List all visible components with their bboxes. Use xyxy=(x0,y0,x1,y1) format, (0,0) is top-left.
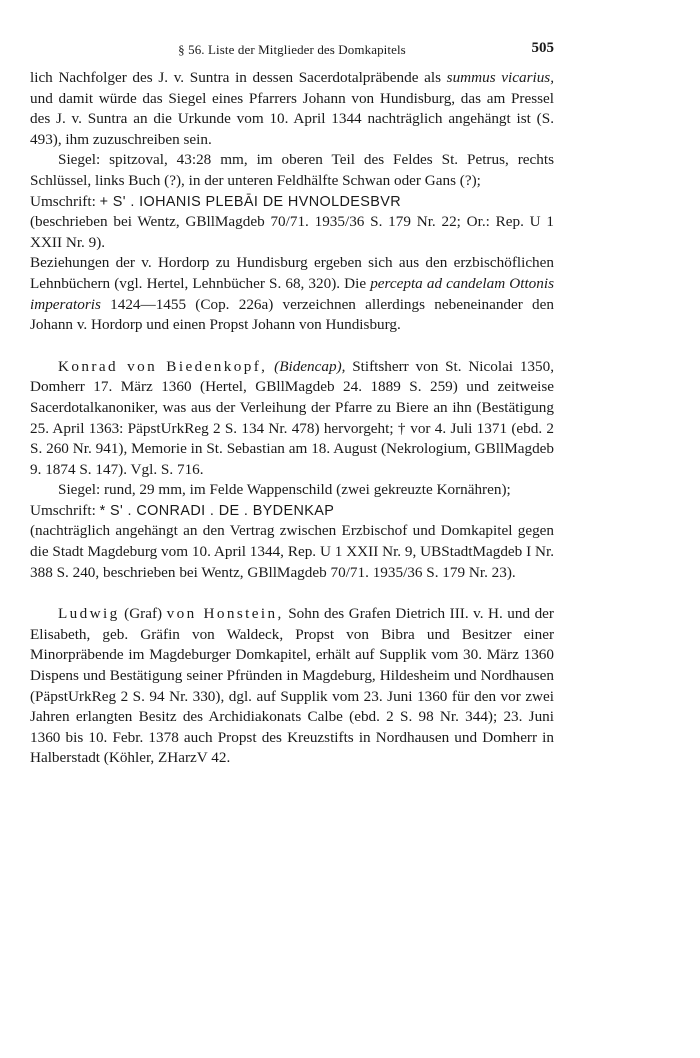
document-page xyxy=(30,40,554,769)
italic-source-title: percepta ad candelam Ottonis imperatoris xyxy=(30,274,554,313)
seal-inscription: + S' . IOHANIS PLEBĀI DE HVNOLDESBVR xyxy=(99,193,402,210)
entry1-paragraph-1: lich Nachfolger des J. v. Suntra in dessen Sacerdotalpräbende als summus vicarius, und damit würde das Siegel eines Pfarrers Johann von Hundisburg, das am Pressel des J. v. Suntra an die Urkunde vom 10. April 1344 nachträglich angehängt ist (S. 493), ihm zuzuschreiben sein. xyxy=(30,69,555,148)
entry1-seal-reference: (beschrieben bei Wentz, GBllMagdeb 70/71. 1935/36 S. 179 Nr. 22; Or.: Rep. U 1 XXII Nr. 9). xyxy=(30,213,554,251)
entry2-seal-description: Siegel: rund, 29 mm, im Felde Wappenschild (zwei gekreuzte Kornähren); xyxy=(58,481,511,499)
entry2-paragraph-1: Konrad von Biedenkopf, (Bidencap), Stiftsherr von St. Nicolai 1350, Domherr 17. März 1360 (Hertel, GBllMagdeb 24. 1889 S. 259) und zeitweise Sacerdotalkanoniker, was aus der Verleihung der Pfarre zu Biere an ihn (Bestätigung 25. April 1363: PäpstUrkReg 2 S. 134 Nr. 478) hervorgeht; † vor 4. Juli 1371 (ebd. 2 S. 260 Nr. 941), Memorie in St. Sebastian am 18. August (Nekrologium, GBllMagdeb 9. 1874 S. 147). Vgl. S. 716. xyxy=(30,357,554,478)
person-surname: von Honstein, xyxy=(166,605,284,623)
person-name: Konrad von Biedenkopf, xyxy=(58,357,268,375)
person-name: Ludwig xyxy=(58,605,120,623)
entry1-seal-legend: Umschrift: + S' . IOHANIS PLEBĀI DE HVNOLDESBVR xyxy=(30,192,402,210)
entry2-seal-legend: Umschrift: * S' . CONRADI . DE . BYDENKAP xyxy=(30,501,335,519)
entry1-paragraph-relations: Beziehungen der v. Hordorp zu Hundisburg ergeben sich aus den erzbischöflichen Lehnbüchern (vgl. Hertel, Lehnbücher S. 68, 320). Die percepta ad candelam Ottonis imperatoris 1424—1455 (Cop. 226a) verzeichnen allerdings nebeneinander den Johann v. Hordorp und einen Propst Johann von Hundisburg. xyxy=(30,254,554,334)
running-header xyxy=(30,40,554,68)
entry3-paragraph-1: Ludwig (Graf) von Honstein, Sohn des Grafen Dietrich III. v. H. und der Elisabeth, geb. Gräfin von Waldeck, Propst von Bibra und Besitzer einer Minorpräbende im Magdeburger Domkapitel, erhält auf Supplik vom 30. März 1360 Dispens und Bestätigung seiner Pfründen in Magdeburg, Hildesheim und Nordhausen (PäpstUrkReg 2 S. 94 Nr. 330), dgl. auf Supplik vom 23. Juni 1360 für den vor zwei Jahren erlangten Besitz des Archidiakonats Calbe (ebd. 2 S. 98 Nr. 344); 23. Juni 1360 bis 10. Febr. 1378 auch Propst des Kreuzstifts in Nordhausen und Domherr in Halberstadt (Köhler, ZHarzV 42. xyxy=(30,605,554,767)
page-number: 505 xyxy=(531,40,554,56)
entry1-seal-description: Siegel: spitzoval, 43:28 mm, im oberen Teil des Feldes St. Petrus, rechts Schlüssel, links Buch (?), in der unteren Feldhälfte Schwan oder Gans (?); xyxy=(30,151,554,189)
entry2-seal-reference: (nachträglich angehängt an den Vertrag zwischen Erzbischof und Domkapitel gegen die Stadt Magdeburg vom 10. April 1344, Rep. U 1 XXII Nr. 9, UBStadtMagdeb I Nr. 388 S. 240, beschrieben bei Wentz, GBllMagdeb 70/71. 1935/36 S. 179 Nr. 23). xyxy=(30,522,554,581)
italic-term: summus vicarius, xyxy=(446,69,555,86)
seal-inscription: * S' . CONRADI . DE . BYDENKAP xyxy=(99,502,335,519)
name-variant: (Bidencap), xyxy=(274,357,346,375)
running-title: § 56. Liste der Mitglieder des Domkapitels xyxy=(178,42,406,57)
